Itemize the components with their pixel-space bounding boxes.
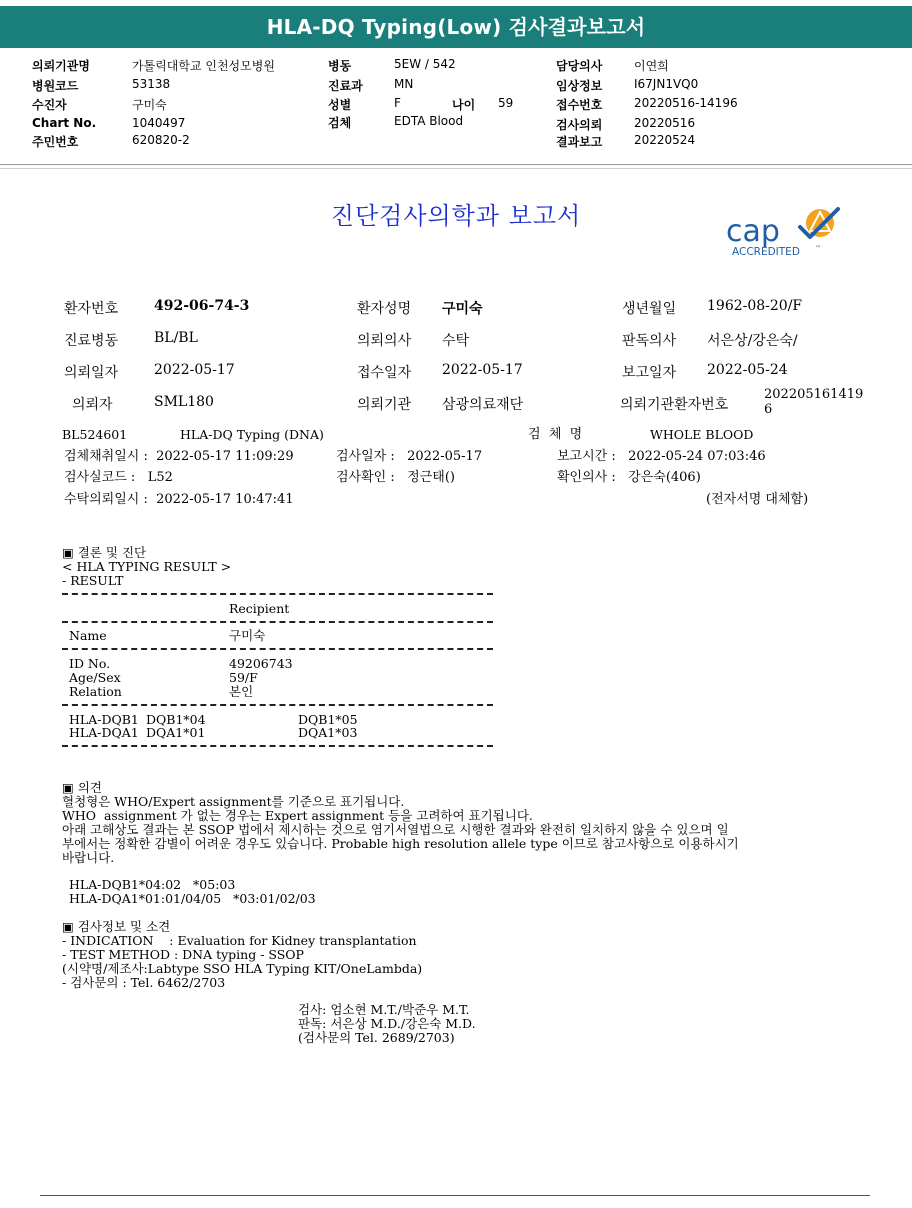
signature-line: 검사: 엄소현 M.T./박준우 M.T. [298, 1002, 470, 1017]
header-value: 620820-2 [132, 133, 190, 147]
patient-value: 서은상/강은숙/ [707, 333, 798, 349]
opinion-line: 아래 고해상도 결과는 본 SSOP 법에서 제시하는 것으로 염기서열법으로 시행한 결과와 완전히 일치하지 않을 수 있으며 일 [62, 822, 729, 837]
header-label: Chart No. [32, 116, 97, 130]
patient-label: 접수일자 [357, 365, 412, 381]
test-date: 검사일자 : 2022-05-17 [336, 449, 483, 464]
header-value: 20220524 [634, 133, 696, 147]
patient-label: 의뢰기관환자번호 [620, 397, 729, 413]
header-value: F [394, 96, 401, 110]
cap-star-icon [800, 209, 838, 237]
header-value: 53138 [132, 77, 171, 91]
footer-divider [40, 1195, 870, 1196]
header-label: 결과보고 [556, 135, 603, 149]
header-label: 성별 [328, 98, 352, 112]
patient-label: 의뢰자 [72, 397, 113, 413]
patient-value: 492-06-74-3 [154, 298, 250, 314]
signature-line: (검사문의 Tel. 2689/2703) [298, 1030, 455, 1045]
patient-value: 6 [764, 402, 773, 417]
dashed-divider [62, 648, 493, 650]
header-label: 주민번호 [32, 135, 79, 149]
relation-label: Relation [69, 684, 122, 699]
allele-2: DQA1*03 [298, 725, 358, 740]
locus-label: HLA-DQA1 [69, 725, 139, 740]
header-label: 진료과 [328, 79, 363, 93]
header-label: 담당의사 [556, 59, 603, 73]
patient-value: 구미숙 [442, 301, 483, 317]
opinion-line: WHO assignment 가 없는 경우는 Expert assignment 등을 고려하여 표기됩니다. [62, 808, 533, 823]
patient-label: 의뢰일자 [64, 365, 119, 381]
patient-value: 수탁 [442, 333, 470, 349]
header-value: 이연희 [634, 59, 669, 73]
header-value: EDTA Blood [394, 114, 464, 128]
patient-value: 2022-05-24 [707, 362, 788, 378]
patient-label: 의뢰기관 [357, 397, 412, 413]
patient-label: 생년월일 [622, 301, 677, 317]
patient-value: 2022-05-17 [154, 362, 235, 378]
header-value: 5EW / 542 [394, 57, 456, 71]
cap-logo-trademark: ™ [815, 245, 821, 252]
header-value: 구미숙 [132, 98, 167, 112]
specimen-value: WHOLE BLOOD [650, 427, 754, 442]
header-label: 임상정보 [556, 79, 603, 93]
confirm-doctor: 확인의사 : 강은숙(406) [557, 470, 701, 485]
patient-label: 판독의사 [622, 333, 677, 349]
opinion-line: 혈청형은 WHO/Expert assignment를 기준으로 표기됩니다. [62, 794, 405, 809]
info-line: - 검사문의 : Tel. 6462/2703 [62, 975, 226, 990]
opinion-line: 부에서는 정확한 감별이 어려운 경우도 있습니다. Probable high resolution allele type 이므로 참고사항으로 이용하시기 [62, 836, 739, 851]
cap-logo-subtext: ACCREDITED [732, 246, 800, 258]
header-label: 접수번호 [556, 98, 603, 112]
allele-1: DQB1*04 [146, 712, 206, 727]
section-heading: ▣ 검사정보 및 소견 [62, 919, 171, 934]
name-label: Name [69, 628, 107, 643]
dashed-divider [62, 745, 493, 747]
high-res-dqb1: HLA-DQB1*04:02 *05:03 [69, 877, 236, 892]
header-label: 검사의뢰 [556, 118, 603, 132]
name-value: 구미숙 [229, 628, 266, 643]
result-subheading: - RESULT [62, 573, 124, 588]
patient-label: 의뢰의사 [357, 333, 412, 349]
info-line: - INDICATION : Evaluation for Kidney transplantation [62, 933, 417, 948]
recipient-header: Recipient [229, 601, 290, 616]
header-label: 병원코드 [32, 79, 79, 93]
entrust-datetime: 수탁의뢰일시 : 2022-05-17 10:47:41 [64, 492, 294, 507]
result-subheading: < HLA TYPING RESULT > [62, 559, 232, 574]
header-label: 나이 [452, 98, 476, 112]
dashed-divider [62, 593, 493, 595]
signature-line: 판독: 서은상 M.D./강은숙 M.D. [298, 1016, 476, 1031]
test-code: BL524601 [62, 427, 128, 442]
header-value: 20220516-14196 [634, 96, 738, 110]
info-line: (시약명/제조사:Labtype SSO HLA Typing KIT/OneLambda) [62, 961, 423, 976]
patient-value: 2022-05-17 [442, 362, 523, 378]
patient-value: BL/BL [154, 330, 198, 346]
locus-label: HLA-DQB1 [69, 712, 139, 727]
header-value: I67JN1VQ0 [634, 77, 699, 91]
department-report-title: 진단검사의학과 보고서 [330, 202, 582, 230]
section-heading: ▣ 의견 [62, 780, 102, 795]
header-value: 가톨릭대학교 인천성모병원 [132, 59, 275, 73]
relation-value: 본인 [229, 684, 254, 699]
report-title-bar: HLA-DQ Typing(Low) 검사결과보고서 [0, 6, 912, 48]
opinion-line: 바랍니다. [62, 850, 115, 865]
test-confirm: 검사확인 : 정근태() [336, 470, 455, 485]
esign-note: (전자서명 대체함) [706, 492, 809, 507]
lab-code: 검사실코드 : L52 [64, 470, 173, 485]
patient-value: SML180 [154, 394, 214, 410]
collect-datetime: 검체채취일시 : 2022-05-17 11:09:29 [64, 449, 294, 464]
id-value: 49206743 [229, 656, 293, 671]
header-value: MN [394, 77, 414, 91]
patient-value: 삼광의료재단 [442, 397, 524, 413]
header-divider [0, 168, 912, 169]
header-value: 59 [498, 96, 514, 110]
header-label: 병동 [328, 59, 352, 73]
patient-label: 환자번호 [64, 301, 119, 317]
patient-value: 1962-08-20/F [707, 298, 803, 314]
header-label: 수진자 [32, 98, 67, 112]
test-name: HLA-DQ Typing (DNA) [180, 427, 324, 442]
patient-label: 환자성명 [357, 301, 412, 317]
header-value: 20220516 [634, 116, 696, 130]
age-label: Age/Sex [69, 670, 121, 685]
section-heading: ▣ 결론 및 진단 [62, 545, 147, 560]
header-label: 의뢰기관명 [32, 59, 90, 73]
allele-1: DQA1*01 [146, 725, 206, 740]
id-label: ID No. [69, 656, 111, 671]
report-header [0, 50, 912, 166]
dashed-divider [62, 704, 493, 706]
patient-value: 202205161419 [764, 387, 864, 402]
header-label: 검체 [328, 116, 352, 130]
info-line: - TEST METHOD : DNA typing - SSOP [62, 947, 304, 962]
report-time: 보고시간 : 2022-05-24 07:03:46 [557, 449, 766, 464]
cap-accredited-logo [722, 203, 846, 263]
allele-2: DQB1*05 [298, 712, 358, 727]
patient-label: 진료병동 [64, 333, 119, 349]
header-divider [0, 164, 912, 165]
high-res-dqa1: HLA-DQA1*01:01/04/05 *03:01/02/03 [69, 891, 316, 906]
dashed-divider [62, 621, 493, 623]
header-value: 1040497 [132, 116, 186, 130]
specimen-label: 검 체 명 [528, 427, 583, 442]
cap-logo-text: cap [726, 214, 780, 249]
age-value: 59/F [229, 670, 258, 685]
patient-label: 보고일자 [622, 365, 677, 381]
